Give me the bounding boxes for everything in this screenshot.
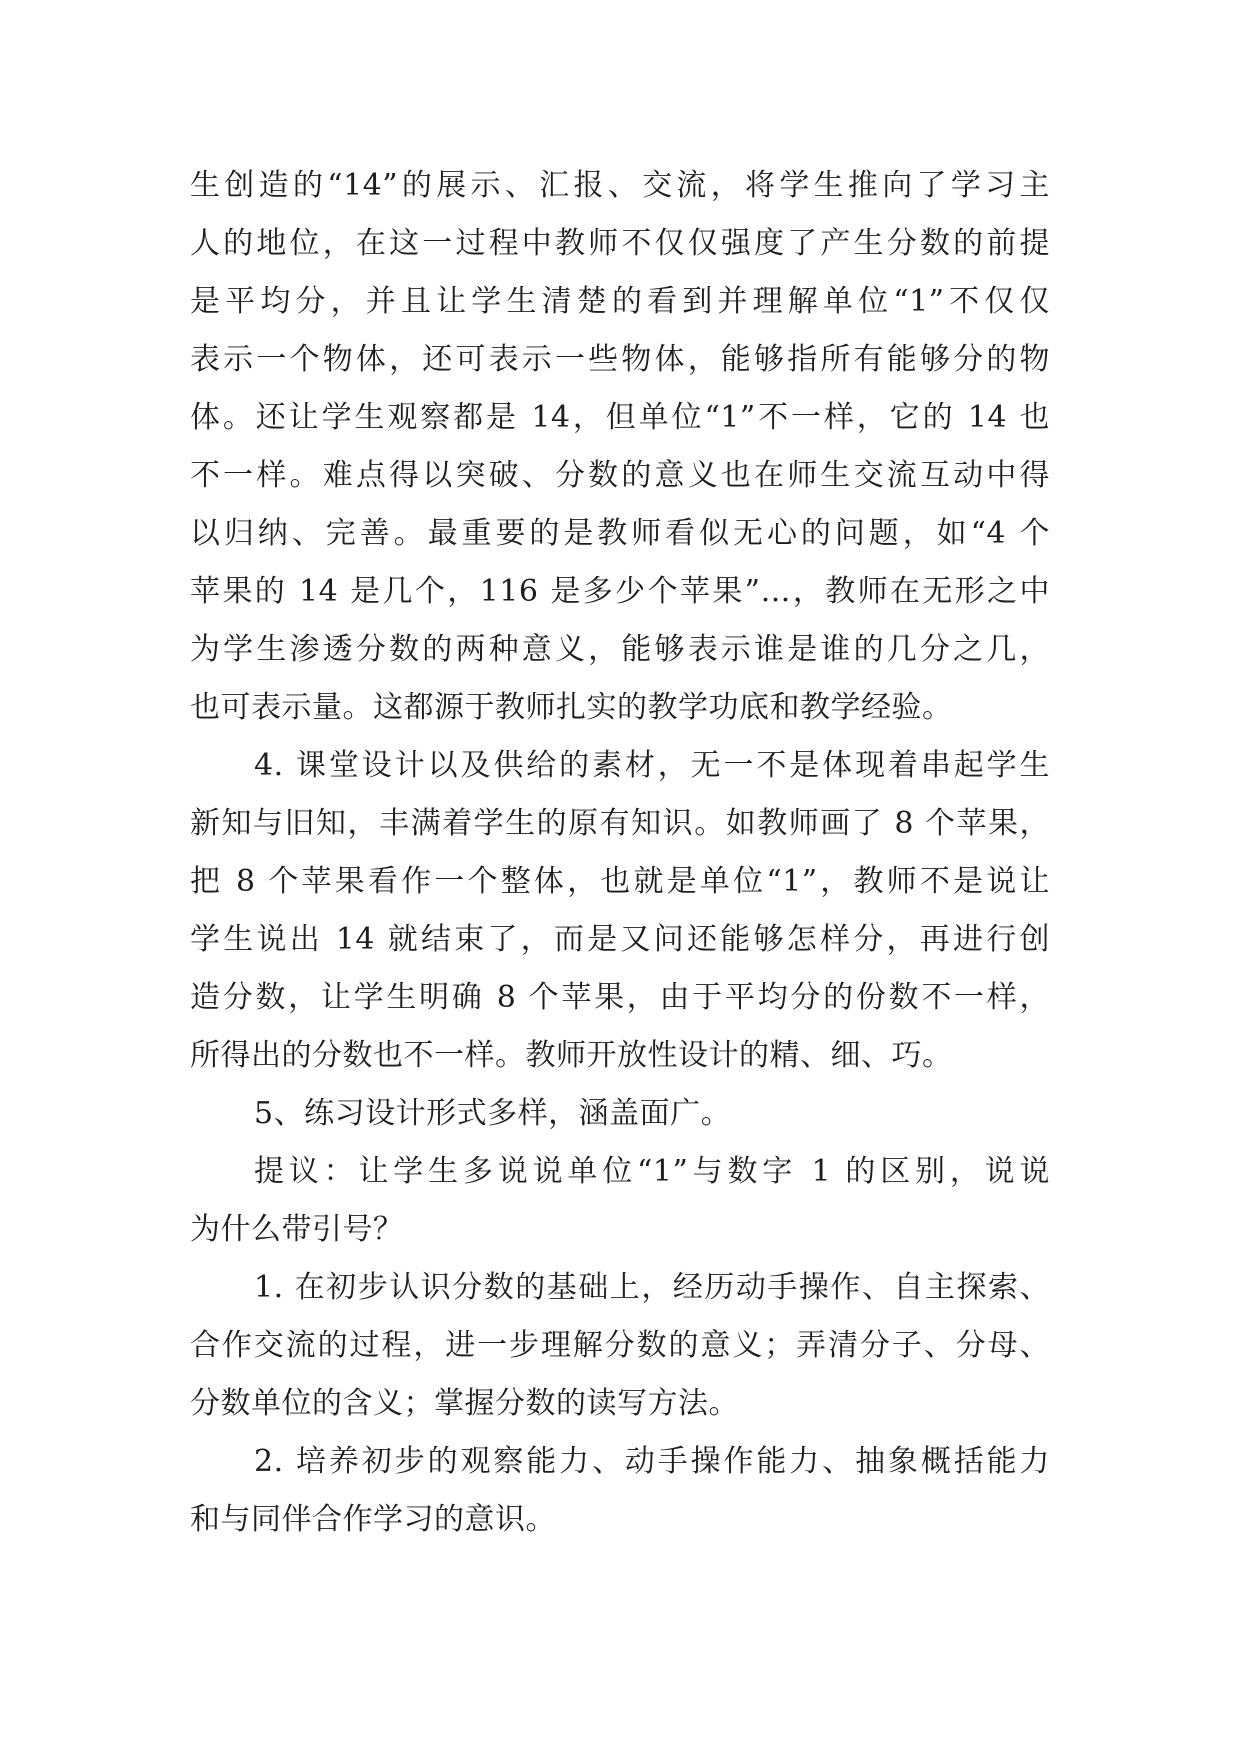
text-line: 人的地位，在这一过程中教师不仅仅强度了产生分数的前提 — [190, 226, 1050, 261]
text-line: 也可表示量。这都源于教师扎实的教学功底和教学经验。 — [190, 690, 953, 725]
text-line: 不一样。难点得以突破、分数的意义也在师生交流互动中得 — [190, 458, 1050, 493]
text-line: 合作交流的过程，进一步理解分数的意义；弄清分子、分母、 — [190, 1328, 1050, 1363]
text-line: 分数单位的含义；掌握分数的读写方法。 — [190, 1386, 739, 1421]
text-line: 5、练习设计形式多样，涵盖面广。 — [254, 1096, 732, 1131]
text-line: 1. 在初步认识分数的基础上，经历动手操作、自主探索、 — [254, 1270, 1050, 1305]
text-line: 提议：让学生多说说单位“1”与数字 1 的区别，说说 — [254, 1154, 1050, 1189]
text-line: 生创造的“14”的展示、汇报、交流，将学生推向了学习主 — [190, 168, 1050, 203]
text-line: 和与同伴合作学习的意识。 — [190, 1502, 556, 1537]
text-line: 4. 课堂设计以及供给的素材，无一不是体现着串起学生 — [254, 748, 1050, 783]
text-line: 为学生渗透分数的两种意义，能够表示谁是谁的几分之几， — [190, 632, 1050, 667]
text-line: 苹果的 14 是几个，116 是多少个苹果”…，教师在无形之中 — [190, 574, 1050, 609]
text-line: 为什么带引号？ — [190, 1212, 404, 1247]
text-line: 是平均分，并且让学生清楚的看到并理解单位“1”不仅仅 — [190, 284, 1050, 319]
text-line: 把 8 个苹果看作一个整体，也就是单位“1”，教师不是说让 — [190, 864, 1050, 899]
text-line: 表示一个物体，还可表示一些物体，能够指所有能够分的物 — [190, 342, 1050, 377]
text-line: 造分数，让学生明确 8 个苹果，由于平均分的份数不一样， — [190, 980, 1050, 1015]
text-line: 所得出的分数也不一样。教师开放性设计的精、细、巧。 — [190, 1038, 953, 1073]
text-line: 体。还让学生观察都是 14，但单位“1”不一样，它的 14 也 — [190, 400, 1050, 435]
text-line: 学生说出 14 就结束了，而是又问还能够怎样分，再进行创 — [190, 922, 1050, 957]
document-page — [190, 157, 1050, 1549]
document-body — [190, 157, 1050, 1549]
text-line: 新知与旧知，丰满着学生的原有知识。如教师画了 8 个苹果， — [190, 806, 1050, 841]
text-line: 2. 培养初步的观察能力、动手操作能力、抽象概括能力 — [254, 1444, 1050, 1479]
text-line: 以归纳、完善。最重要的是教师看似无心的问题，如“4 个 — [190, 516, 1050, 551]
